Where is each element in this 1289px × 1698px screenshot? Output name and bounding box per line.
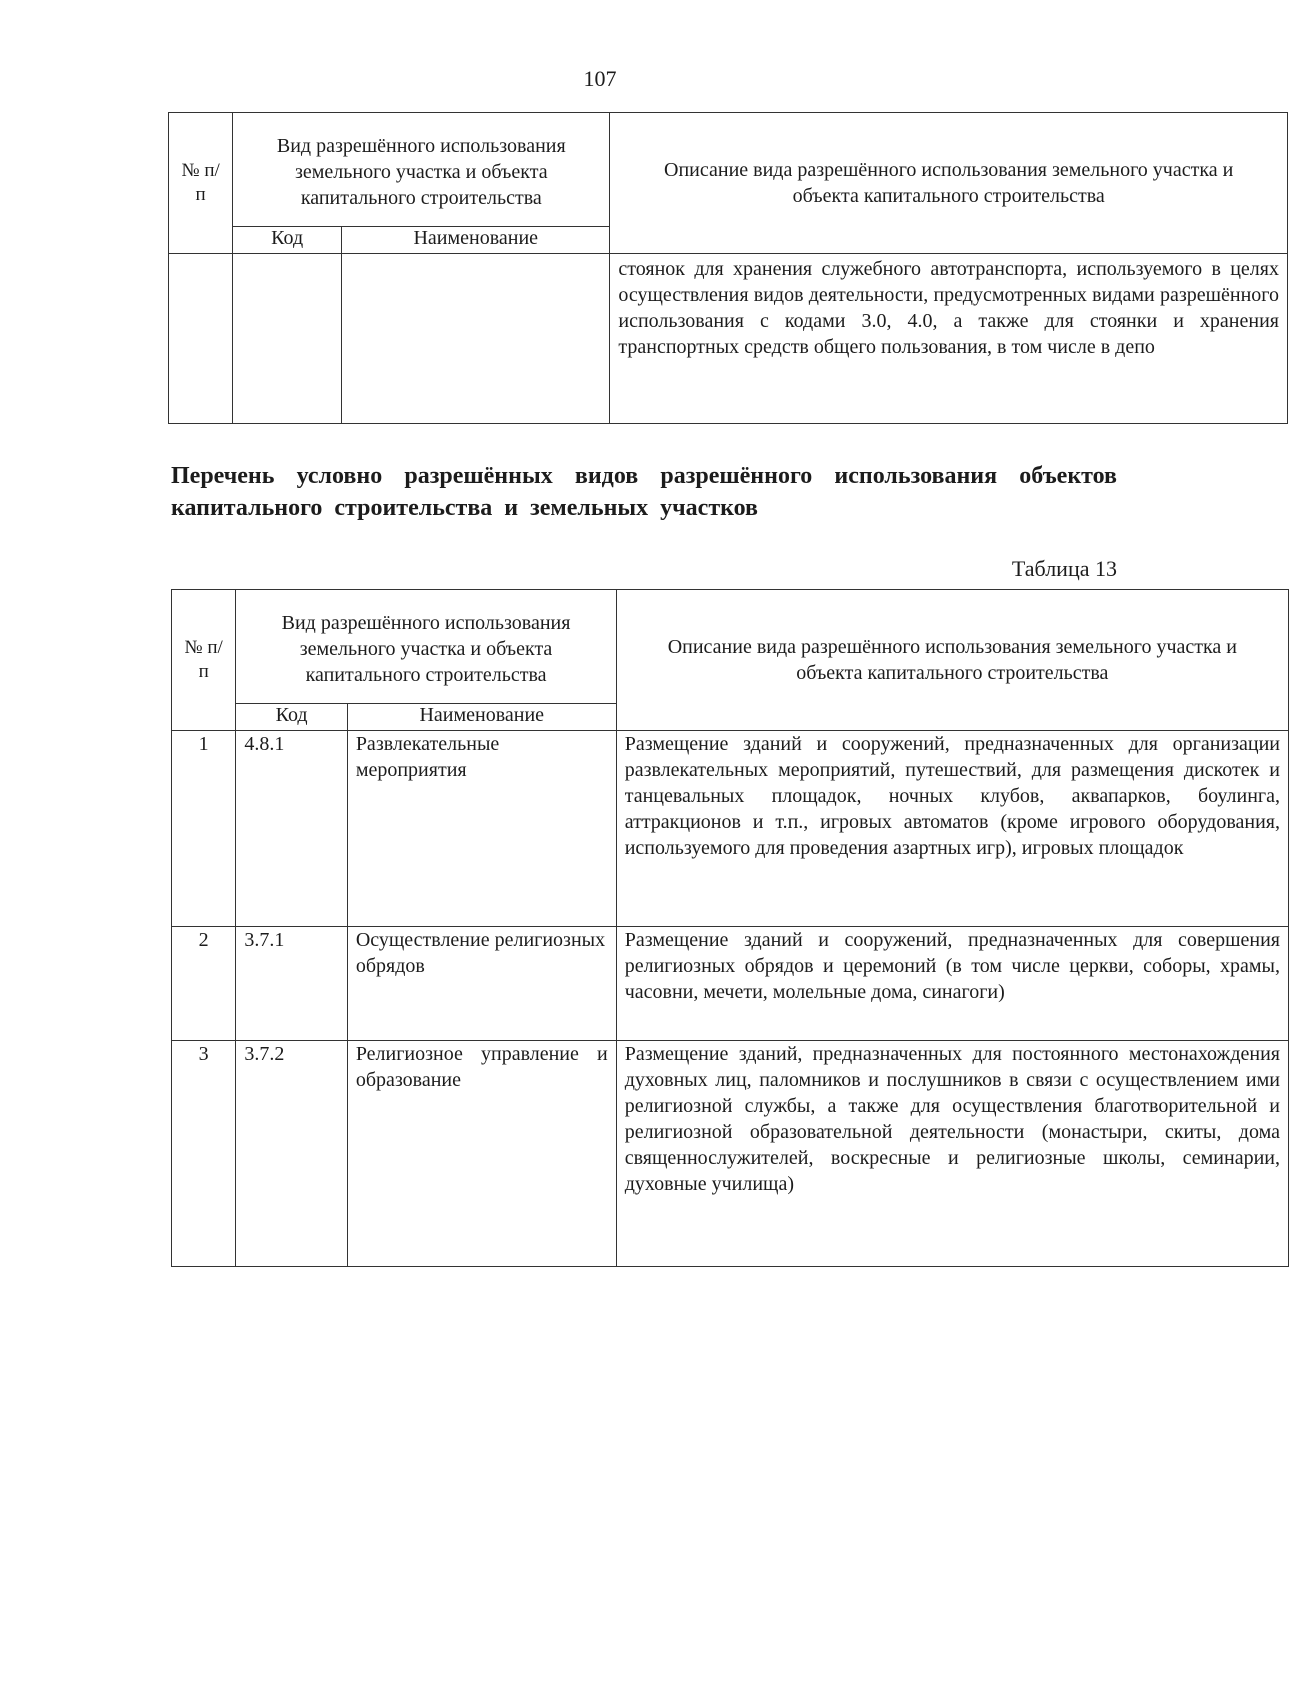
- row-description: Размещение зданий и сооружений, предназначенных для совершения религиозных обрядов и церемоний (в том числе церкви, соборы, храмы, часовни, мечети, молельные дома, синагоги): [616, 927, 1288, 1041]
- table-row: [172, 1041, 1289, 1267]
- header-num: № п/п: [172, 590, 236, 731]
- row-description: Размещение зданий и сооружений, предназначенных для организации развлекательных мероприятий, путешествий, для размещения дискотек и танцевальных площадок, ночных клубов, аквапарков, боулинга, аттракционов и т.п., игровых автоматов (кроме игрового оборудования, используемого для проведения азартных игр), игровых площадок: [616, 731, 1288, 927]
- continued-description: стоянок для хранения служебного автотранспорта, используемого в целях осуществления видов деятельности, предусмотренных видами разрешённого использования с кодами 3.0, 4.0, а также для стоянки и хранения транспортных средств общего пользования, в том числе в депо: [610, 254, 1288, 424]
- header-vid: Вид разрешённого использования земельного участка и объекта капитального строительства: [233, 113, 610, 227]
- table-row: [172, 927, 1289, 1041]
- cell-num-empty: [169, 254, 233, 424]
- row-name: Осуществление религиозных обрядов: [347, 927, 616, 1041]
- row-code: 3.7.1: [236, 927, 347, 1041]
- section-title: Перечень условно разрешённых видов разрешённого использования объектов капитального строительства и земельных участков: [171, 463, 1117, 521]
- table-13: [171, 589, 1289, 1267]
- header-name: Наименование: [347, 704, 616, 731]
- page-number: 107: [583, 66, 617, 91]
- row-name: Религиозное управление и образование: [347, 1041, 616, 1267]
- header-description: Описание вида разрешённого использования земельного участка и объекта капитального строительства: [610, 113, 1288, 254]
- header-code: Код: [233, 227, 342, 254]
- row-num: 1: [172, 731, 236, 927]
- cell-code-empty: [233, 254, 342, 424]
- row-num: 2: [172, 927, 236, 1041]
- header-description: Описание вида разрешённого использования земельного участка и объекта капитального строительства: [616, 590, 1288, 731]
- continued-table: [168, 112, 1288, 424]
- row-name: Развлекательные мероприятия: [347, 731, 616, 927]
- header-vid: Вид разрешённого использования земельного участка и объекта капитального строительства: [236, 590, 616, 704]
- table-label: Таблица 13: [1011, 556, 1117, 581]
- header-code: Код: [236, 704, 347, 731]
- row-description: Размещение зданий, предназначенных для постоянного местонахождения духовных лиц, паломников и послушников в связи с осуществлением ими религиозной службы, а также для осуществления благотворительной и религиозной образовательной деятельности (монастыри, скиты, дома священнослужителей, воскресные и религиозные школы, семинарии, духовные училища): [616, 1041, 1288, 1267]
- row-code: 4.8.1: [236, 731, 347, 927]
- cell-name-empty: [342, 254, 610, 424]
- table-row: [172, 731, 1289, 927]
- row-code: 3.7.2: [236, 1041, 347, 1267]
- header-num: № п/п: [169, 113, 233, 254]
- header-name: Наименование: [342, 227, 610, 254]
- row-num: 3: [172, 1041, 236, 1267]
